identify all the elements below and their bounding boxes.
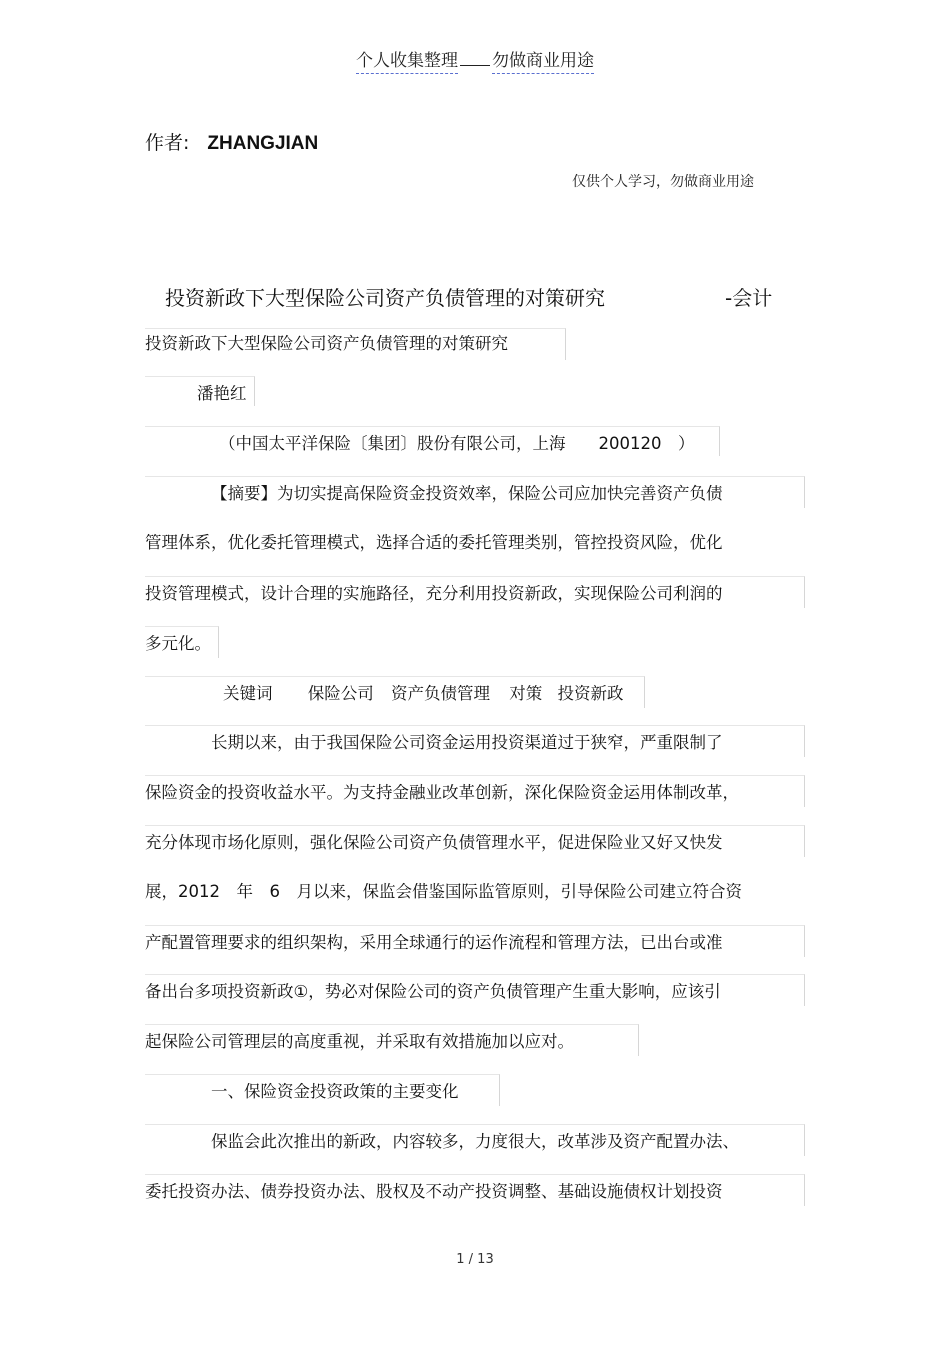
keyword: 对策 xyxy=(509,684,543,703)
paragraph-line: 产配置管理要求的组织架构，采用全球通行的运作流程和管理方法，已出台或准 xyxy=(145,925,805,957)
document-title: 投资新政下大型保险公司资产负债管理的对策研究 xyxy=(165,286,605,310)
paragraph-line: 备出台多项投资新政①，势必对保险公司的资产负债管理产生重大影响，应该引 xyxy=(145,974,805,1006)
subtitle: 投资新政下大型保险公司资产负债管理的对策研究 xyxy=(145,328,566,360)
paragraph-line: 委托投资办法、债券投资办法、股权及不动产投资调整、基础设施债权计划投资 xyxy=(145,1174,805,1206)
abstract-line: 【摘要】为切实提高保险资金投资效率，保险公司应加快完善资产负债 xyxy=(145,476,805,508)
page-number: 1 / 13 xyxy=(456,1252,494,1267)
byline: 潘艳红 xyxy=(145,376,255,406)
header-gap xyxy=(460,65,490,66)
header-right: 勿做商业用途 xyxy=(492,51,594,74)
header-left: 个人收集整理 xyxy=(356,51,458,74)
paragraph-line: 充分体现市场化原则，强化保险公司资产负债管理水平，促进保险业又好又快发 xyxy=(145,825,805,857)
abstract-line: 投资管理模式，设计合理的实施路径，充分利用投资新政，实现保险公司利润的 xyxy=(145,576,805,608)
author-name: ZHANGJIAN xyxy=(207,133,319,154)
affiliation: （中国太平洋保险〔集团〕股份有限公司，上海 200120 ） xyxy=(145,426,720,456)
paragraph-line: 保险资金的投资收益水平。为支持金融业改革创新，深化保险资金运用体制改革， xyxy=(145,775,805,807)
keywords xyxy=(145,676,645,708)
abstract-line: 多元化。 xyxy=(145,626,219,658)
keyword: 资产负债管理 xyxy=(391,684,490,703)
section-heading: 一、保险资金投资政策的主要变化 xyxy=(145,1074,500,1106)
paragraph-line: 长期以来，由于我国保险公司资金运用投资渠道过于狭窄，严重限制了 xyxy=(145,725,805,757)
author-line xyxy=(145,128,318,155)
usage-notice: 仅供个人学习，勿做商业用途 xyxy=(572,174,754,190)
keywords-label: 关键词 xyxy=(223,684,273,703)
paragraph-line: 展，2012 年 6 月以来，保监会借鉴国际监管原则，引导保险公司建立符合资 xyxy=(145,882,742,901)
paragraph-line: 起保险公司管理层的高度重视，并采取有效措施加以应对。 xyxy=(145,1024,639,1056)
abstract-line: 管理体系，优化委托管理模式，选择合适的委托管理类别，管控投资风险，优化 xyxy=(145,533,723,552)
running-header xyxy=(0,46,950,71)
author-label: 作者: xyxy=(145,132,190,154)
keyword: 投资新政 xyxy=(557,684,624,703)
title-suffix: -会计 xyxy=(725,286,773,310)
keyword: 保险公司 xyxy=(307,684,374,703)
paragraph-line: 保监会此次推出的新政，内容较多，力度很大，改革涉及资产配置办法、 xyxy=(145,1124,805,1156)
